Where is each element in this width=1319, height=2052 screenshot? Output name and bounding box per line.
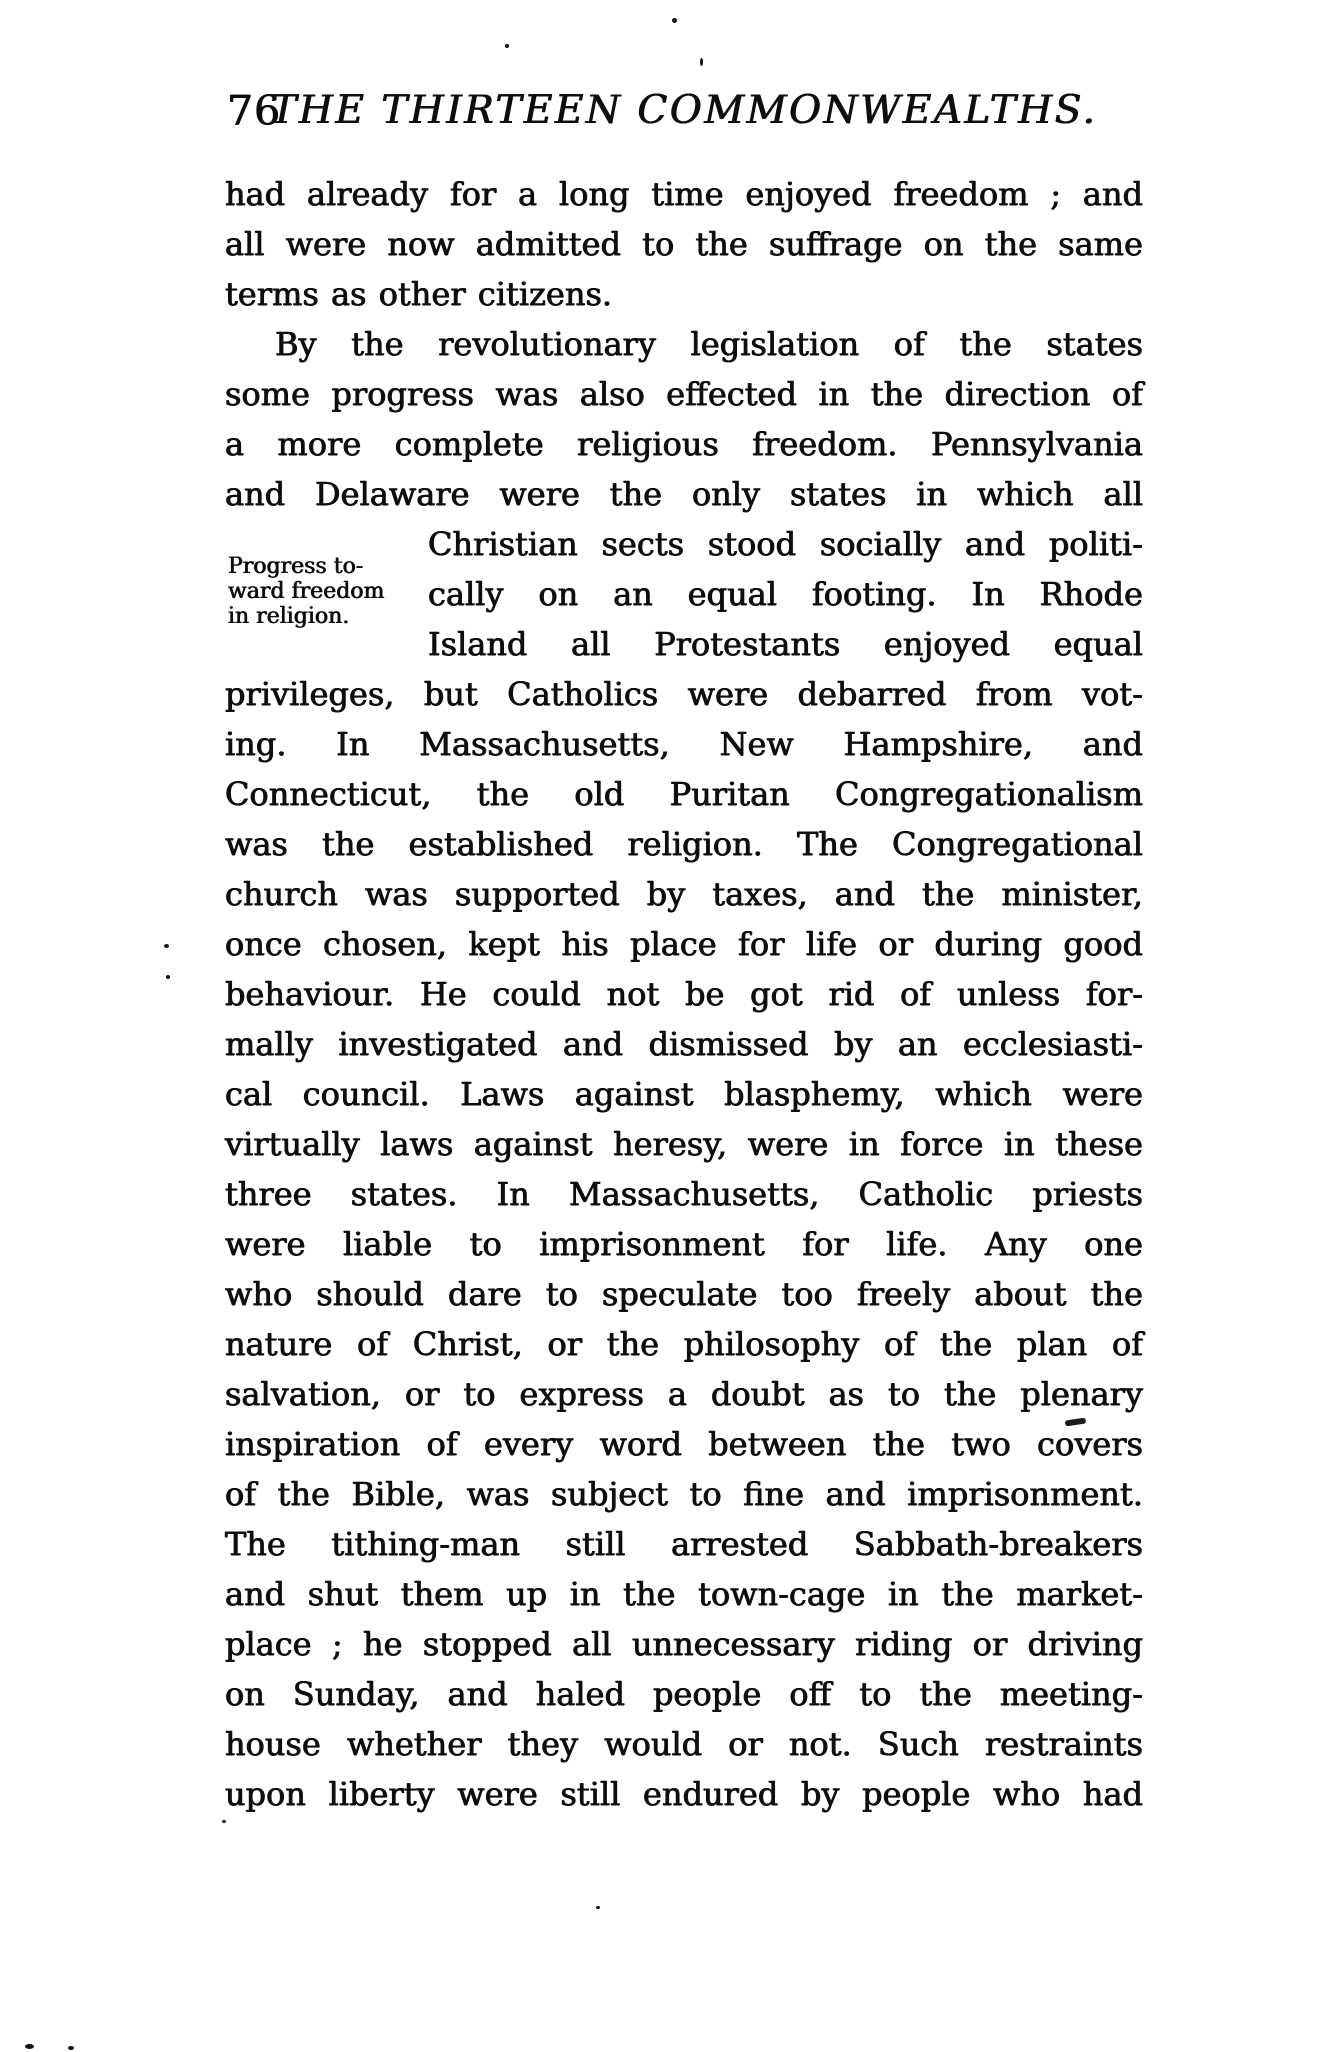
ink-speck xyxy=(164,944,169,948)
text-line: and shut them up in the town-cage in the market- xyxy=(225,1575,1143,1613)
text-line: who should dare to speculate too freely about the xyxy=(225,1275,1143,1313)
page-number: 76 xyxy=(227,87,282,135)
text-line: were liable to imprisonment for life. Any one xyxy=(225,1225,1143,1263)
ink-speck xyxy=(166,975,170,979)
ink-speck xyxy=(505,44,509,48)
text-line: upon liberty were still endured by people who had xyxy=(225,1775,1143,1813)
text-line: Island all Protestants enjoyed equal xyxy=(428,625,1143,663)
text-line: on Sunday, and haled people off to the meeting- xyxy=(225,1675,1143,1713)
ink-speck xyxy=(700,58,703,66)
text-line: and Delaware were the only states in which all xyxy=(225,475,1143,513)
running-header xyxy=(225,88,1143,134)
text-line: house whether they would or not. Such restraints xyxy=(225,1725,1143,1763)
text-line: cal council. Laws against blasphemy, which were xyxy=(225,1075,1143,1113)
text-line: behaviour. He could not be got rid of unless for- xyxy=(225,975,1143,1013)
text-line: had already for a long time enjoyed freedom ; and xyxy=(225,175,1143,213)
text-line: place ; he stopped all unnecessary riding or driving xyxy=(225,1625,1143,1663)
text-line: some progress was also effected in the direction of xyxy=(225,375,1143,413)
text-line: privileges, but Catholics were debarred from vot- xyxy=(225,675,1143,713)
sidenote-line: Progress to- xyxy=(228,554,364,579)
ink-speck xyxy=(25,2044,34,2049)
text-line: was the established religion. The Congregational xyxy=(225,825,1143,863)
text-line: three states. In Massachusetts, Catholic priests xyxy=(225,1175,1143,1213)
text-line: nature of Christ, or the philosophy of the plan of xyxy=(225,1325,1143,1363)
text-line: once chosen, kept his place for life or during good xyxy=(225,925,1143,963)
text-line: inspiration of every word between the two covers xyxy=(225,1425,1143,1463)
ink-speck xyxy=(222,1820,226,1823)
text-line: ing. In Massachusetts, New Hampshire, and xyxy=(225,725,1143,763)
running-title: THE THIRTEEN COMMONWEALTHS. xyxy=(270,88,1098,133)
text-line: The tithing-man still arrested Sabbath-breakers xyxy=(225,1525,1143,1563)
text-line: all were now admitted to the suffrage on the same xyxy=(225,225,1143,263)
text-line: church was supported by taxes, and the minister, xyxy=(225,875,1143,913)
sidenote-line: ward freedom xyxy=(228,579,385,604)
ink-speck xyxy=(596,1906,600,1909)
ink-speck xyxy=(672,18,677,23)
text-line: salvation, or to express a doubt as to the plenary xyxy=(225,1375,1143,1413)
text-line: of the Bible, was subject to fine and imprisonment. xyxy=(225,1475,1143,1513)
text-line: mally investigated and dismissed by an ecclesiasti- xyxy=(225,1025,1143,1063)
text-line: Christian sects stood socially and politi- xyxy=(428,525,1143,563)
body-text xyxy=(225,169,1143,1819)
text-line: a more complete religious freedom. Pennsylvania xyxy=(225,425,1143,463)
ink-speck xyxy=(68,2046,74,2050)
text-line: Connecticut, the old Puritan Congregationalism xyxy=(225,775,1143,813)
text-line: virtually laws against heresy, were in force in these xyxy=(225,1125,1143,1163)
sidenote-line: in religion. xyxy=(228,604,350,629)
text-line: By the revolutionary legislation of the states xyxy=(275,325,1143,363)
text-line: terms as other citizens. xyxy=(225,275,613,313)
text-line: cally on an equal footing. In Rhode xyxy=(428,575,1143,613)
